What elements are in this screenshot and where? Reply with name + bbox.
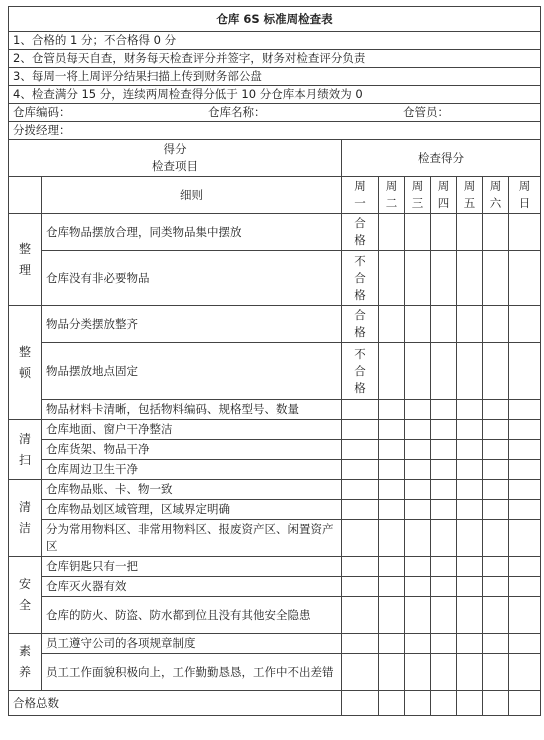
score-cell-mon[interactable] bbox=[342, 306, 379, 343]
score-cell-thu[interactable] bbox=[431, 400, 457, 420]
category-label bbox=[9, 306, 42, 420]
score-cell-wed[interactable] bbox=[405, 480, 431, 500]
score-item-header bbox=[9, 140, 342, 177]
rule-row bbox=[9, 86, 541, 104]
keeper-label: 仓管员： bbox=[403, 105, 449, 119]
score-cell-fri[interactable] bbox=[457, 420, 483, 440]
criterion-text: 员工遵守公司的各项规章制度 bbox=[42, 634, 342, 654]
score-cell-tue[interactable] bbox=[379, 634, 405, 654]
criterion-text: 分为常用物料区、非常用物料区、报废资产区、闲置资产区 bbox=[42, 520, 342, 557]
score-cell-fri[interactable] bbox=[457, 440, 483, 460]
score-cell-thu[interactable] bbox=[431, 557, 457, 577]
meta-row bbox=[9, 104, 541, 122]
score-cell-wed[interactable] bbox=[405, 251, 431, 306]
score-cell-sat[interactable] bbox=[483, 306, 509, 343]
score-cell-sat[interactable] bbox=[483, 440, 509, 460]
table-row bbox=[9, 557, 541, 577]
score-cell-sat[interactable] bbox=[483, 400, 509, 420]
score-cell-mon[interactable] bbox=[342, 420, 379, 440]
total-cell-mon[interactable] bbox=[342, 691, 379, 716]
category-char: 清 bbox=[18, 431, 31, 446]
category-char: 顿 bbox=[18, 365, 31, 380]
score-cell-fri[interactable] bbox=[457, 460, 483, 480]
score-cell-wed[interactable] bbox=[405, 597, 431, 634]
score-cell-fri[interactable] bbox=[457, 520, 483, 557]
day-header-char: 周 bbox=[463, 179, 476, 193]
rule-1: 1、合格的 1 分；不合格得 0 分 bbox=[9, 32, 541, 50]
criterion-text: 员工工作面貌积极向上，工作勤勤恳恳，工作中不出差错 bbox=[42, 654, 342, 691]
score-cell-sat[interactable] bbox=[483, 520, 509, 557]
day-header-char: 一 bbox=[354, 196, 366, 210]
score-cell-sat[interactable] bbox=[483, 654, 509, 691]
score-cell-sun[interactable] bbox=[509, 214, 541, 251]
category-char: 整 bbox=[18, 241, 31, 256]
score-cell-sun[interactable] bbox=[509, 306, 541, 343]
table-row bbox=[9, 306, 541, 343]
criterion-text: 仓库物品摆放合理，同类物品集中摆放 bbox=[42, 214, 342, 251]
table-row bbox=[9, 343, 541, 400]
score-cell-tue[interactable] bbox=[379, 214, 405, 251]
total-cell-tue[interactable] bbox=[379, 691, 405, 716]
score-cell-wed[interactable] bbox=[405, 460, 431, 480]
total-label: 合格总数 bbox=[9, 691, 342, 716]
score-cell-wed[interactable] bbox=[405, 420, 431, 440]
score-cell-sat[interactable] bbox=[483, 577, 509, 597]
sheet-title: 仓库 6S 标准周检查表 bbox=[9, 7, 541, 32]
score-cell-sun[interactable] bbox=[509, 251, 541, 306]
score-cell-wed[interactable] bbox=[405, 500, 431, 520]
status-char: 格 bbox=[354, 287, 366, 302]
category-label bbox=[9, 480, 42, 557]
total-cell-sun[interactable] bbox=[509, 691, 541, 716]
category-label bbox=[9, 557, 42, 634]
rule-row bbox=[9, 68, 541, 86]
score-cell-sun[interactable] bbox=[509, 557, 541, 577]
score-cell-tue[interactable] bbox=[379, 343, 405, 400]
score-cell-tue[interactable] bbox=[379, 440, 405, 460]
criterion-text: 仓库物品划区域管理，区域界定明确 bbox=[42, 500, 342, 520]
score-cell-wed[interactable] bbox=[405, 520, 431, 557]
criterion-text: 物品材料卡清晰，包括物料编码、规格型号、数量 bbox=[42, 400, 342, 420]
category-char: 素 bbox=[18, 644, 31, 658]
score-cell-wed[interactable] bbox=[405, 306, 431, 343]
score-header: 得分 bbox=[163, 142, 187, 156]
score-cell-thu[interactable] bbox=[431, 597, 457, 634]
category-label bbox=[9, 634, 42, 691]
day-header-char: 周 bbox=[354, 179, 366, 193]
score-cell-mon[interactable] bbox=[342, 577, 379, 597]
score-cell-thu[interactable] bbox=[431, 500, 457, 520]
day-header-char: 周 bbox=[385, 179, 398, 193]
status-char: 格 bbox=[354, 233, 366, 247]
score-cell-fri[interactable] bbox=[457, 577, 483, 597]
score-cell-fri[interactable] bbox=[457, 214, 483, 251]
table-row bbox=[9, 634, 541, 654]
score-cell-sat[interactable] bbox=[483, 634, 509, 654]
score-cell-sun[interactable] bbox=[509, 480, 541, 500]
blank-header-cell bbox=[9, 177, 42, 214]
category-char: 养 bbox=[18, 665, 31, 679]
score-cell-mon[interactable] bbox=[342, 597, 379, 634]
score-cell-mon[interactable] bbox=[342, 654, 379, 691]
table-row bbox=[9, 420, 541, 440]
score-cell-thu[interactable] bbox=[431, 251, 457, 306]
table-row bbox=[9, 654, 541, 691]
category-char: 洁 bbox=[18, 521, 31, 535]
score-cell-fri[interactable] bbox=[457, 597, 483, 634]
score-cell-mon[interactable] bbox=[342, 480, 379, 500]
score-cell-mon[interactable] bbox=[342, 343, 379, 400]
score-cell-sat[interactable] bbox=[483, 480, 509, 500]
rule-3: 3、每周一将上周评分结果扫描上传到财务部公盘 bbox=[9, 68, 541, 86]
criterion-text: 仓库地面、窗户干净整洁 bbox=[42, 420, 342, 440]
score-cell-sat[interactable] bbox=[483, 420, 509, 440]
score-cell-fri[interactable] bbox=[457, 480, 483, 500]
header-row-1 bbox=[9, 140, 541, 177]
status-char: 合 bbox=[354, 216, 366, 230]
day-header-char: 周 bbox=[411, 179, 424, 193]
criterion-text: 物品摆放地点固定 bbox=[42, 343, 342, 400]
score-cell-tue[interactable] bbox=[379, 400, 405, 420]
score-cell-thu[interactable] bbox=[431, 420, 457, 440]
table-row bbox=[9, 500, 541, 520]
score-cell-mon[interactable] bbox=[342, 500, 379, 520]
status-char: 合 bbox=[354, 270, 366, 285]
header-row-2 bbox=[9, 177, 541, 214]
score-cell-sat[interactable] bbox=[483, 343, 509, 400]
score-cell-sun[interactable] bbox=[509, 500, 541, 520]
category-char: 整 bbox=[18, 344, 31, 359]
score-cell-wed[interactable] bbox=[405, 440, 431, 460]
day-header-char: 二 bbox=[385, 196, 398, 210]
score-cell-mon[interactable] bbox=[342, 214, 379, 251]
total-cell-wed[interactable] bbox=[405, 691, 431, 716]
score-cell-fri[interactable] bbox=[457, 400, 483, 420]
score-cell-mon[interactable] bbox=[342, 251, 379, 306]
score-cell-sat[interactable] bbox=[483, 251, 509, 306]
score-cell-tue[interactable] bbox=[379, 306, 405, 343]
score-cell-sun[interactable] bbox=[509, 577, 541, 597]
status-char: 不 bbox=[354, 346, 366, 361]
day-header-char: 五 bbox=[463, 196, 476, 210]
score-cell-fri[interactable] bbox=[457, 251, 483, 306]
score-cell-fri[interactable] bbox=[457, 306, 483, 343]
criterion-text: 仓库物品账、卡、物一致 bbox=[42, 480, 342, 500]
rule-row bbox=[9, 50, 541, 68]
score-cell-thu[interactable] bbox=[431, 440, 457, 460]
score-cell-sat[interactable] bbox=[483, 597, 509, 634]
score-cell-tue[interactable] bbox=[379, 597, 405, 634]
score-cell-mon[interactable] bbox=[342, 440, 379, 460]
score-cell-fri[interactable] bbox=[457, 654, 483, 691]
day-header-char: 日 bbox=[518, 196, 531, 210]
day-header-fri bbox=[457, 177, 483, 214]
day-header-char: 四 bbox=[437, 196, 450, 210]
detail-header: 细则 bbox=[42, 177, 342, 214]
status-char: 格 bbox=[354, 325, 366, 339]
score-cell-thu[interactable] bbox=[431, 343, 457, 400]
score-cell-thu[interactable] bbox=[431, 654, 457, 691]
score-cell-sat[interactable] bbox=[483, 214, 509, 251]
score-cell-sat[interactable] bbox=[483, 500, 509, 520]
score-cell-tue[interactable] bbox=[379, 520, 405, 557]
score-cell-sun[interactable] bbox=[509, 460, 541, 480]
table-row bbox=[9, 577, 541, 597]
score-cell-sun[interactable] bbox=[509, 634, 541, 654]
rule-4: 4、检查满分 15 分，连续两周检查得分低于 10 分仓库本月绩效为 0 bbox=[9, 86, 541, 104]
score-cell-fri[interactable] bbox=[457, 343, 483, 400]
score-cell-thu[interactable] bbox=[431, 214, 457, 251]
score-cell-mon[interactable] bbox=[342, 520, 379, 557]
day-header-tue bbox=[379, 177, 405, 214]
day-header-wed bbox=[405, 177, 431, 214]
category-char: 理 bbox=[18, 262, 31, 277]
warehouse-name-label: 仓库名称： bbox=[208, 105, 266, 119]
score-cell-thu[interactable] bbox=[431, 634, 457, 654]
score-cell-tue[interactable] bbox=[379, 654, 405, 691]
criterion-text: 仓库的防火、防盗、防水都到位且没有其他安全隐患 bbox=[42, 597, 342, 634]
day-header-char: 周 bbox=[489, 179, 502, 193]
score-cell-fri[interactable] bbox=[457, 634, 483, 654]
score-cell-thu[interactable] bbox=[431, 306, 457, 343]
criterion-text: 仓库货架、物品干净 bbox=[42, 440, 342, 460]
category-label bbox=[9, 420, 42, 480]
score-cell-wed[interactable] bbox=[405, 214, 431, 251]
day-header-sat bbox=[483, 177, 509, 214]
category-char: 扫 bbox=[18, 452, 31, 467]
table-row bbox=[9, 400, 541, 420]
criterion-text: 仓库灭火器有效 bbox=[42, 577, 342, 597]
warehouse-code-label: 仓库编码： bbox=[13, 105, 71, 119]
score-cell-wed[interactable] bbox=[405, 400, 431, 420]
score-cell-tue[interactable] bbox=[379, 460, 405, 480]
category-label bbox=[9, 214, 42, 306]
score-cell-tue[interactable] bbox=[379, 420, 405, 440]
score-cell-tue[interactable] bbox=[379, 557, 405, 577]
criterion-text: 仓库周边卫生干净 bbox=[42, 460, 342, 480]
criterion-text: 仓库没有非必要物品 bbox=[42, 251, 342, 306]
table-row bbox=[9, 480, 541, 500]
score-cell-sun[interactable] bbox=[509, 654, 541, 691]
day-header-char: 周 bbox=[518, 179, 531, 193]
score-cell-tue[interactable] bbox=[379, 480, 405, 500]
score-cell-mon[interactable] bbox=[342, 400, 379, 420]
criterion-text: 仓库钥匙只有一把 bbox=[42, 557, 342, 577]
score-cell-sun[interactable] bbox=[509, 400, 541, 420]
score-cell-tue[interactable] bbox=[379, 251, 405, 306]
inspection-table bbox=[8, 6, 541, 716]
rule-2: 2、仓管员每天自查，财务每天检查评分并签字，财务对检查评分负责 bbox=[9, 50, 541, 68]
score-cell-wed[interactable] bbox=[405, 634, 431, 654]
score-cell-mon[interactable] bbox=[342, 557, 379, 577]
table-row bbox=[9, 520, 541, 557]
score-cell-thu[interactable] bbox=[431, 480, 457, 500]
status-char: 不 bbox=[354, 253, 366, 268]
score-cell-wed[interactable] bbox=[405, 343, 431, 400]
total-row bbox=[9, 691, 541, 716]
meta-row bbox=[9, 122, 541, 140]
score-cell-wed[interactable] bbox=[405, 577, 431, 597]
score-cell-sun[interactable] bbox=[509, 343, 541, 400]
score-cell-fri[interactable] bbox=[457, 500, 483, 520]
table-row bbox=[9, 440, 541, 460]
check-score-header: 检查得分 bbox=[342, 140, 541, 177]
day-header-char: 周 bbox=[437, 179, 450, 193]
table-row bbox=[9, 214, 541, 251]
total-cell-thu[interactable] bbox=[431, 691, 457, 716]
day-header-mon bbox=[342, 177, 379, 214]
title-row bbox=[9, 7, 541, 32]
criterion-text: 物品分类摆放整齐 bbox=[42, 306, 342, 343]
score-cell-wed[interactable] bbox=[405, 654, 431, 691]
score-cell-tue[interactable] bbox=[379, 500, 405, 520]
category-char: 清 bbox=[18, 500, 31, 514]
category-char: 安 bbox=[18, 577, 31, 591]
status-char: 格 bbox=[354, 380, 366, 395]
day-header-char: 三 bbox=[411, 196, 424, 210]
status-char: 合 bbox=[354, 308, 366, 322]
day-header-thu bbox=[431, 177, 457, 214]
total-cell-fri[interactable] bbox=[457, 691, 483, 716]
score-cell-thu[interactable] bbox=[431, 460, 457, 480]
manager-label: 分拨经理： bbox=[9, 122, 541, 140]
status-char: 合 bbox=[354, 363, 366, 378]
score-cell-tue[interactable] bbox=[379, 577, 405, 597]
score-cell-sun[interactable] bbox=[509, 420, 541, 440]
score-cell-mon[interactable] bbox=[342, 460, 379, 480]
meta-line-1 bbox=[9, 104, 541, 122]
table-row bbox=[9, 251, 541, 306]
score-cell-thu[interactable] bbox=[431, 520, 457, 557]
day-header-sun bbox=[509, 177, 541, 214]
score-cell-wed[interactable] bbox=[405, 557, 431, 577]
table-row bbox=[9, 597, 541, 634]
score-cell-sun[interactable] bbox=[509, 520, 541, 557]
score-cell-sat[interactable] bbox=[483, 460, 509, 480]
total-cell-sat[interactable] bbox=[483, 691, 509, 716]
day-header-char: 六 bbox=[489, 196, 502, 210]
category-char: 全 bbox=[18, 598, 31, 612]
table-row bbox=[9, 460, 541, 480]
item-header: 检查项目 bbox=[152, 159, 198, 173]
score-cell-sun[interactable] bbox=[509, 597, 541, 634]
rule-row bbox=[9, 32, 541, 50]
score-cell-fri[interactable] bbox=[457, 557, 483, 577]
score-cell-thu[interactable] bbox=[431, 577, 457, 597]
score-cell-mon[interactable] bbox=[342, 634, 379, 654]
score-cell-sun[interactable] bbox=[509, 440, 541, 460]
score-cell-sat[interactable] bbox=[483, 557, 509, 577]
